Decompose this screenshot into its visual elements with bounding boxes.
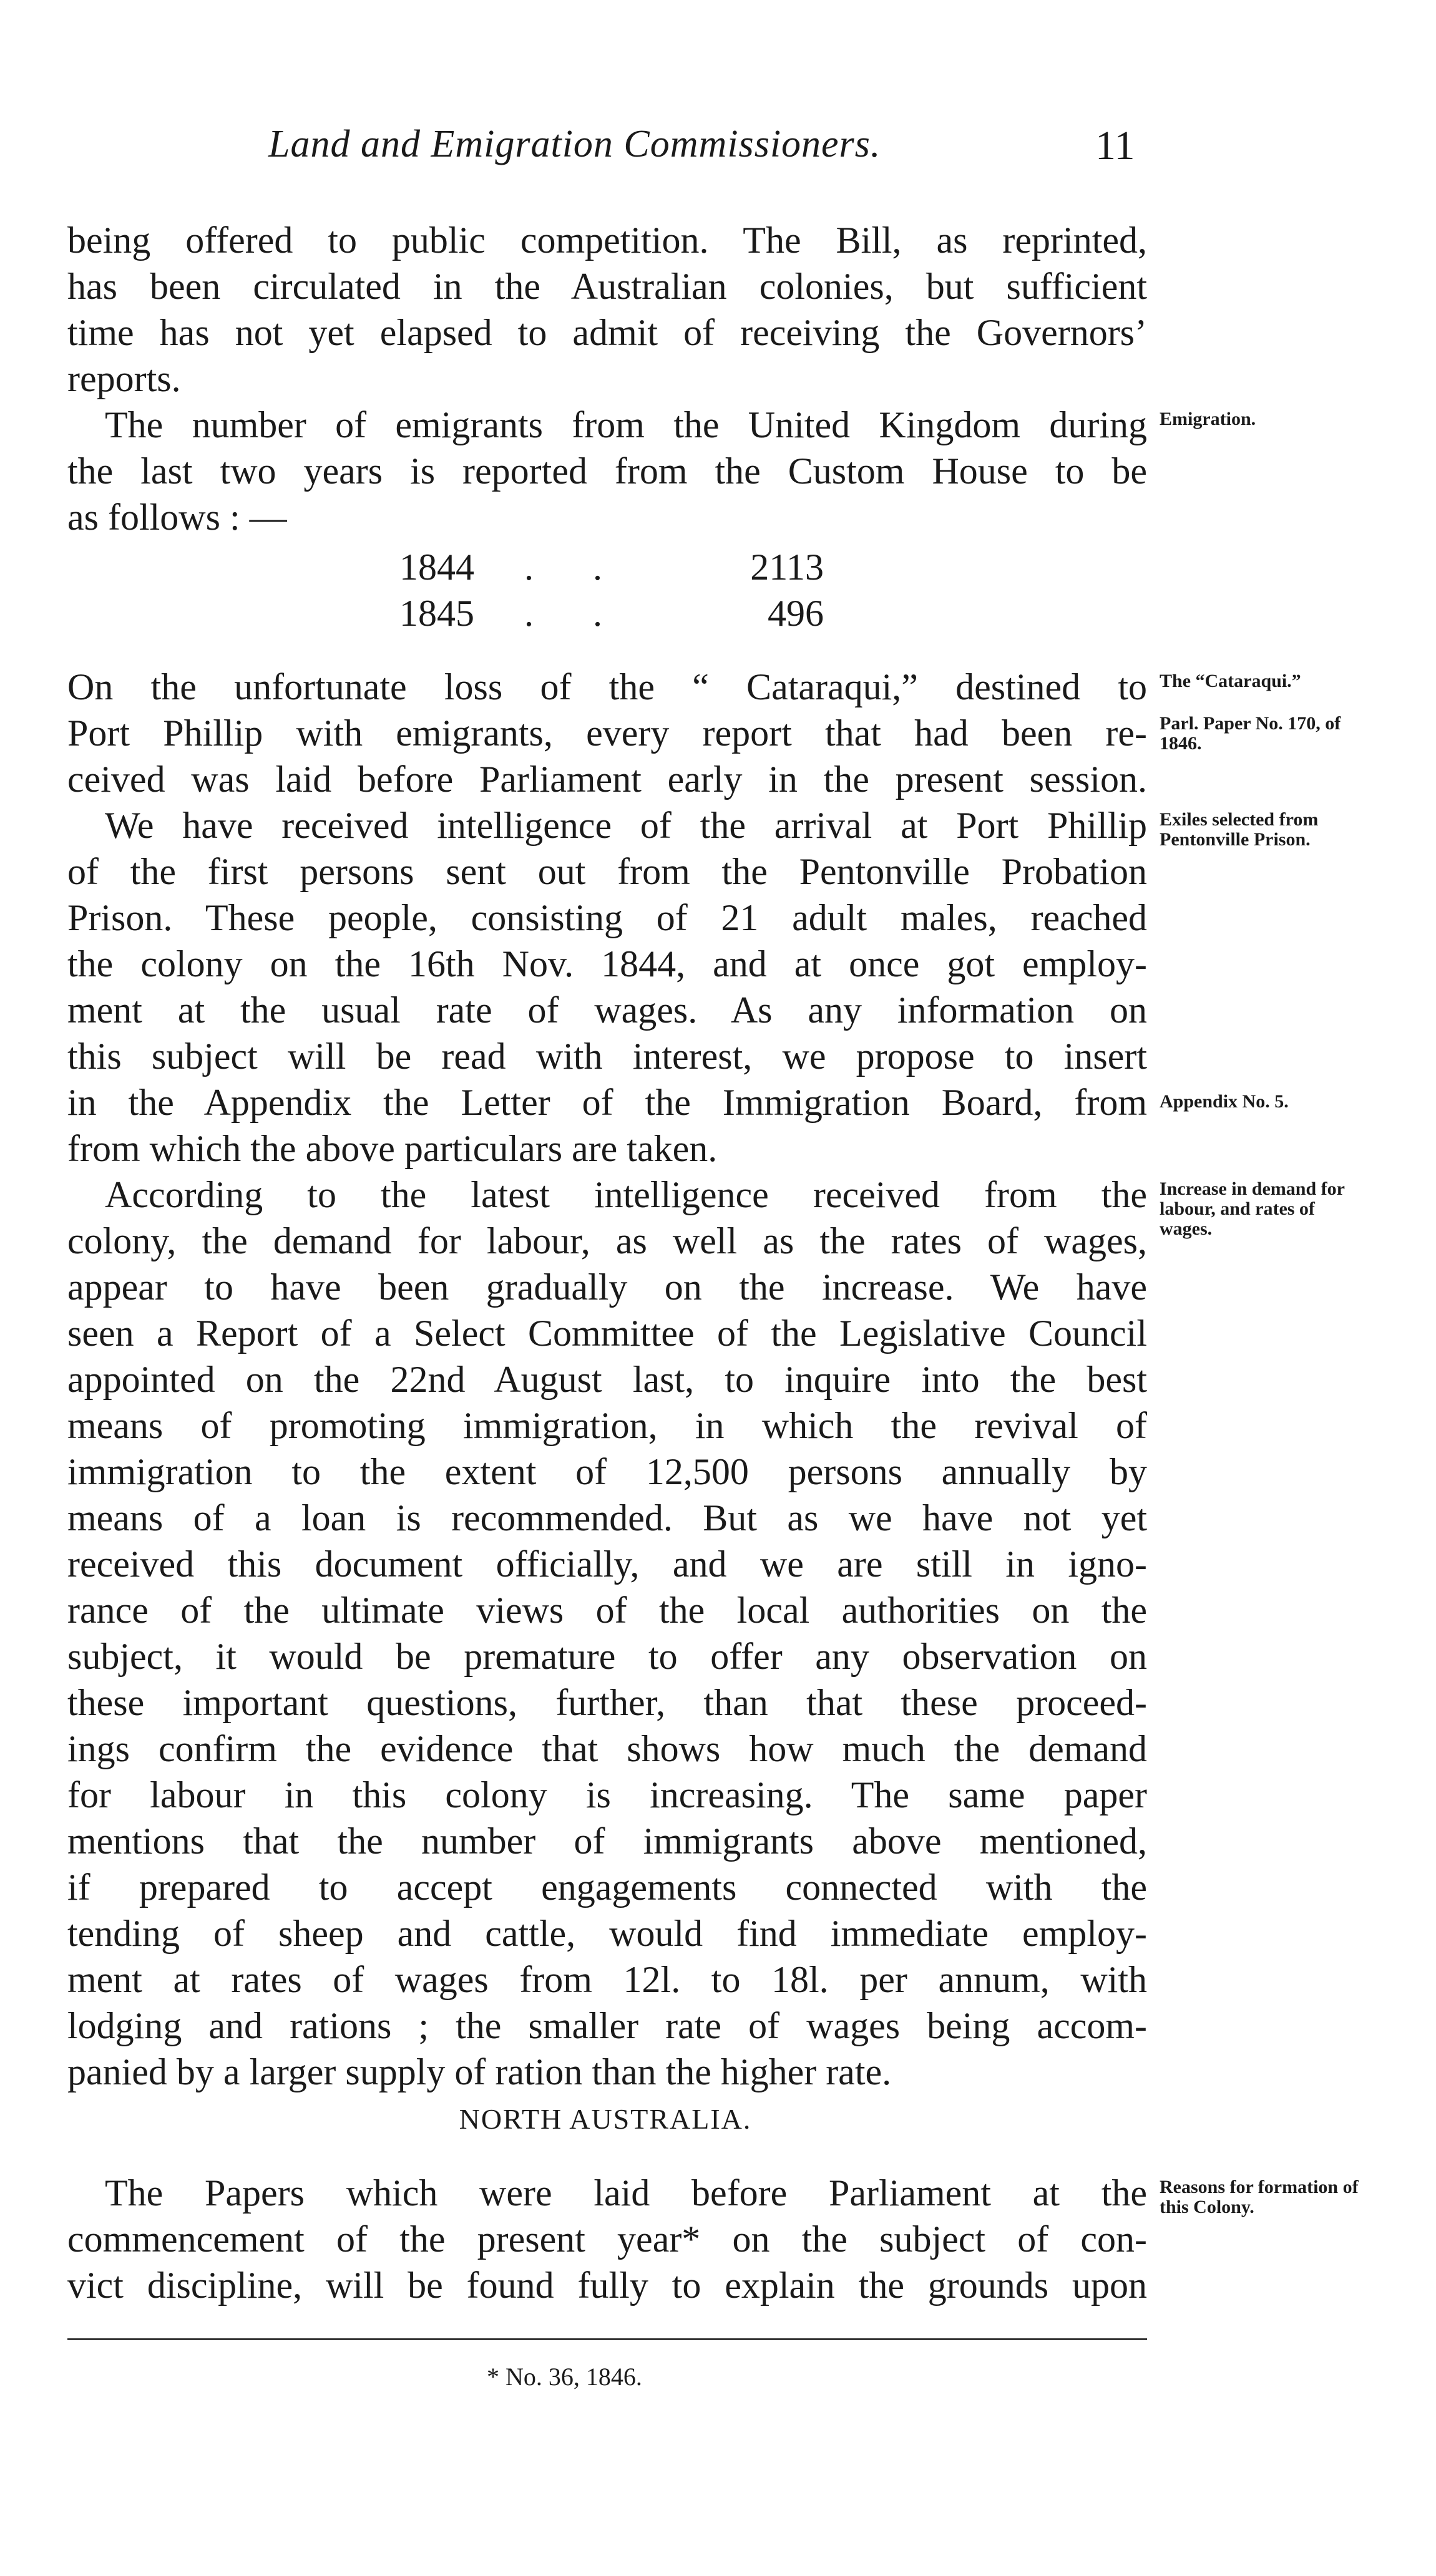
text-line: commencement of the present year* on the subject of con- <box>67 2219 1147 2260</box>
page-number: 11 <box>1095 123 1135 168</box>
text-line: ceived was laid before Parliament early in the present session. <box>67 759 1147 800</box>
text-line: The number of emigrants from the United Kingdom during <box>105 404 1147 445</box>
margin-note-appendix: Appendix No. 5. <box>1160 1091 1289 1112</box>
text-line: immigration to the extent of 12,500 persons annually by <box>67 1451 1147 1492</box>
text-line: ment at the usual rate of wages. As any information on <box>67 989 1147 1031</box>
text-line: colony, the demand for labour, as well as the rates of wages, <box>67 1220 1147 1261</box>
margin-note-exiles: Exiles selected from Pentonville Prison. <box>1160 809 1319 850</box>
text-line: Port Phillip with emigrants, every report that had been re- <box>67 712 1147 754</box>
margin-note-emigration: Emigration. <box>1160 409 1256 429</box>
text-line: has been circulated in the Australian colonies, but sufficient <box>67 266 1147 307</box>
figure-count: 2113 <box>750 547 824 588</box>
text-line: as follows : — <box>67 497 287 538</box>
paragraph-pentonville-cont <box>67 848 1147 1172</box>
text-line: if prepared to accept engagements connected with the <box>67 1867 1147 1908</box>
text-line: ment at rates of wages from 12l. to 18l. per annum, with <box>67 1959 1147 2000</box>
text-line: received this document officially, and we are still in igno- <box>67 1543 1147 1585</box>
text-line: subject, it would be premature to offer any observation on <box>67 1636 1147 1677</box>
text-line: reports. <box>67 358 181 399</box>
paragraph-emigrants <box>105 402 1147 448</box>
text-line: According to the latest intelligence received from the <box>105 1174 1147 1215</box>
text-line: appointed on the 22nd August last, to inquire into the best <box>67 1359 1147 1400</box>
footnote-rule <box>67 2338 1147 2340</box>
margin-note-increase: Increase in demand for labour, and rates of wages. <box>1160 1179 1345 1239</box>
paragraph-labour-demand-cont <box>67 1218 1147 2095</box>
paragraph-pentonville <box>105 802 1147 848</box>
text-line: vict discipline, will be found fully to explain the grounds upon <box>67 2265 1147 2306</box>
text-line: for labour in this colony is increasing. The same paper <box>67 1774 1147 1815</box>
figure-leader: . . <box>524 547 627 588</box>
margin-note-parl-paper: Parl. Paper No. 170, of 1846. <box>1160 713 1341 754</box>
paragraph-labour-demand <box>105 1172 1147 1218</box>
footnote: * No. 36, 1846. <box>487 2363 642 2391</box>
text-line: being offered to public competition. The Bill, as reprinted, <box>67 220 1147 261</box>
text-line: means of promoting immigration, in which the revival of <box>67 1405 1147 1446</box>
margin-note-reasons: Reasons for formation of this Colony. <box>1160 2177 1359 2217</box>
text-line: We have received intelligence of the arrival at Port Phillip <box>105 805 1147 846</box>
paragraph-emigrants-cont <box>67 448 1147 540</box>
figure-year: 1845 <box>399 593 474 634</box>
text-line: time has not yet elapsed to admit of receiving the Governors’ <box>67 312 1147 353</box>
text-line: in the Appendix the Letter of the Immigration Board, from <box>67 1082 1147 1123</box>
figure-year: 1844 <box>399 547 474 588</box>
text-line: this subject will be read with interest, we propose to insert <box>67 1036 1147 1077</box>
section-heading: NORTH AUSTRALIA. <box>459 2103 752 2135</box>
text-line: The Papers which were laid before Parliament at the <box>105 2172 1147 2214</box>
paragraph-bill <box>67 217 1147 402</box>
text-line: the last two years is reported from the Custom House to be <box>67 450 1147 492</box>
figure-count: 496 <box>768 593 824 634</box>
figure-row <box>399 544 836 590</box>
text-line: of the first persons sent out from the Pentonville Probation <box>67 851 1147 892</box>
paragraph-cataraqui <box>67 664 1147 802</box>
text-line: On the unfortunate loss of the “ Cataraqui,” destined to <box>67 666 1147 707</box>
text-line: ings confirm the evidence that shows how much the demand <box>67 1728 1147 1769</box>
text-line: lodging and rations ; the smaller rate of wages being accom- <box>67 2005 1147 2046</box>
text-line: panied by a larger supply of ration than the higher rate. <box>67 2051 892 2092</box>
text-line: rance of the ultimate views of the local authorities on the <box>67 1590 1147 1631</box>
figure-leader: . . <box>524 593 627 634</box>
text-line: seen a Report of a Select Committee of the Legislative Council <box>67 1313 1147 1354</box>
figure-row <box>399 590 836 636</box>
text-line: appear to have been gradually on the increase. We have <box>67 1266 1147 1308</box>
text-line: means of a loan is recommended. But as we have not yet <box>67 1497 1147 1538</box>
text-line: these important questions, further, than that these proceed- <box>67 1682 1147 1723</box>
paragraph-north-australia <box>105 2170 1147 2216</box>
running-head-title: Land and Emigration Commissioners. <box>268 123 881 165</box>
text-line: Prison. These people, consisting of 21 adult males, reached <box>67 897 1147 938</box>
text-line: tending of sheep and cattle, would find immediate employ- <box>67 1913 1147 1954</box>
margin-note-cataraqui: The “Cataraqui.” <box>1160 671 1301 691</box>
text-line: from which the above particulars are taken. <box>67 1128 718 1169</box>
paragraph-north-australia-cont <box>67 2216 1147 2308</box>
text-line: the colony on the 16th Nov. 1844, and at once got employ- <box>67 943 1147 984</box>
text-line: mentions that the number of immigrants above mentioned, <box>67 1820 1147 1862</box>
emigrant-figures <box>399 544 836 636</box>
